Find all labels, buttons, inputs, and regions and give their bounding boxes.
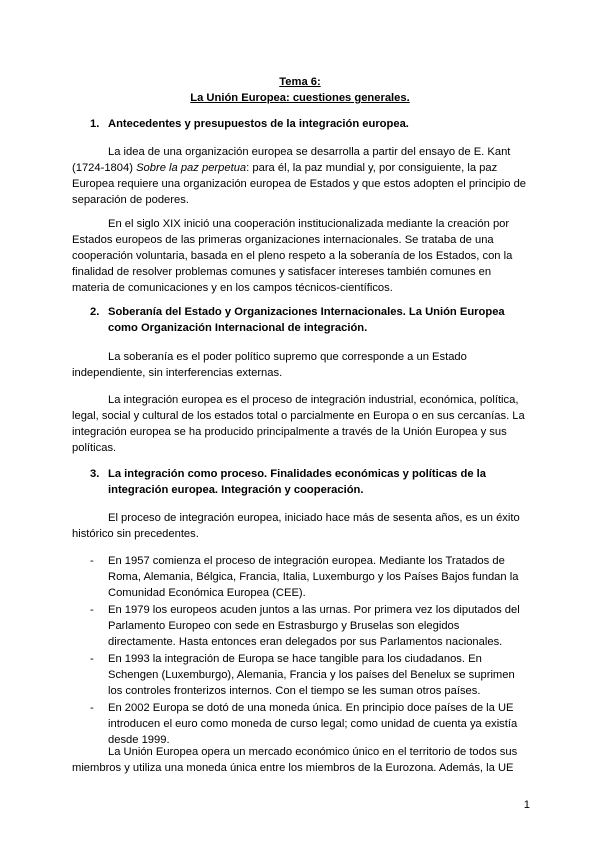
book-title: Sobre la paz perpetua	[136, 162, 247, 174]
paragraph-5: El proceso de integración europea, iniciado hace más de sesenta años, es un éxito histórico sin precedentes.	[72, 512, 520, 540]
list-item-text: En 1979 los europeos acuden juntos a las urnas. Por primera vez los diputados del Parlamento Europeo con sede en Estrasburgo y Bruselas son elegidos directamente. Hasta entonces eran delegados por sus Parlamentos nacionales.	[108, 604, 520, 648]
title-line-2: La Unión Europea: cuestiones generales.	[190, 92, 410, 104]
paragraph-1	[72, 144, 528, 208]
title-line-1: Tema 6:	[279, 76, 321, 88]
section-heading-text: La integración como proceso. Finalidades económicas y políticas de la integración europea. Integración y cooperación.	[108, 468, 486, 496]
section-heading-text: Antecedentes y presupuestos de la integración europea.	[108, 118, 409, 130]
section-number: 2.	[90, 306, 100, 318]
bullet-dash: -	[90, 555, 94, 567]
list-item-text: En 1993 la integración de Europa se hace tangible para los ciudadanos. En Schengen (Luxemburgo), Alemania, Francia y los países del Benelux se suprimen los controles fronterizos internos. Con el tiempo se les suman otros países.	[108, 653, 515, 697]
bullet-dash: -	[90, 604, 94, 616]
paragraph-4: La integración europea es el proceso de integración industrial, económica, política, legal, social y cultural de los estados total o parcialmente en Europa o en sus cercanías. La integración europea se ha producido principalmente a través de la Unión Europea y sus políticas.	[72, 394, 525, 454]
paragraph-2: En el siglo XIX inició una cooperación institucionalizada mediante la creación por Estados europeos de las primeras organizaciones internacionales. Se trataba de una cooperación voluntaria, basada en el pleno respeto a la soberanía de los Estados, con la finalidad de resolver problemas comunes y satisfacer intereses también comunes en materia de comunicaciones y en los campos técnicos-científicos.	[72, 218, 513, 294]
list-item	[90, 602, 528, 650]
bullet-dash: -	[90, 702, 94, 714]
paragraph-6: La Unión Europea opera un mercado económico único en el territorio de todos sus miembros y utiliza una moneda única entre los miembros de la Eurozona. Además, la UE	[72, 746, 518, 774]
list-item-text: En 2002 Europa se dotó de una moneda única. En principio doce países de la UE introducen el euro como moneda de curso legal; como unidad de cuenta ya existía desde 1999.	[108, 702, 518, 746]
bullet-dash: -	[90, 653, 94, 665]
page-number: 1	[523, 799, 530, 811]
paragraph-3: La soberanía es el poder político supremo que corresponde a un Estado independiente, sin interferencias externas.	[72, 351, 467, 379]
paragraph-1-text-a: La idea de una organización europea se desarrolla a partir del ensayo de E. Kant (1724-1804)	[72, 146, 511, 174]
list-item-text: En 1957 comienza el proceso de integración europea. Mediante los Tratados de Roma, Alemania, Bélgica, Francia, Italia, Luxemburgo y los Países Bajos fundan la Comunidad Económica Europea (CEE).	[108, 555, 519, 599]
list-item	[90, 700, 528, 748]
bullet-list	[90, 553, 528, 749]
section-number: 1.	[90, 118, 100, 130]
section-heading-text: Soberanía del Estado y Organizaciones Internacionales. La Unión Europea como Organización Internacional de integración.	[108, 306, 505, 334]
section-number: 3.	[90, 468, 100, 480]
list-item	[90, 651, 528, 699]
paragraph-1-text-b: : para él, la paz mundial y, por consiguiente, la paz Europea requiere una organización europea de Estados y que estos adopten el principio de separación de poderes.	[72, 162, 527, 206]
list-item	[90, 553, 528, 601]
